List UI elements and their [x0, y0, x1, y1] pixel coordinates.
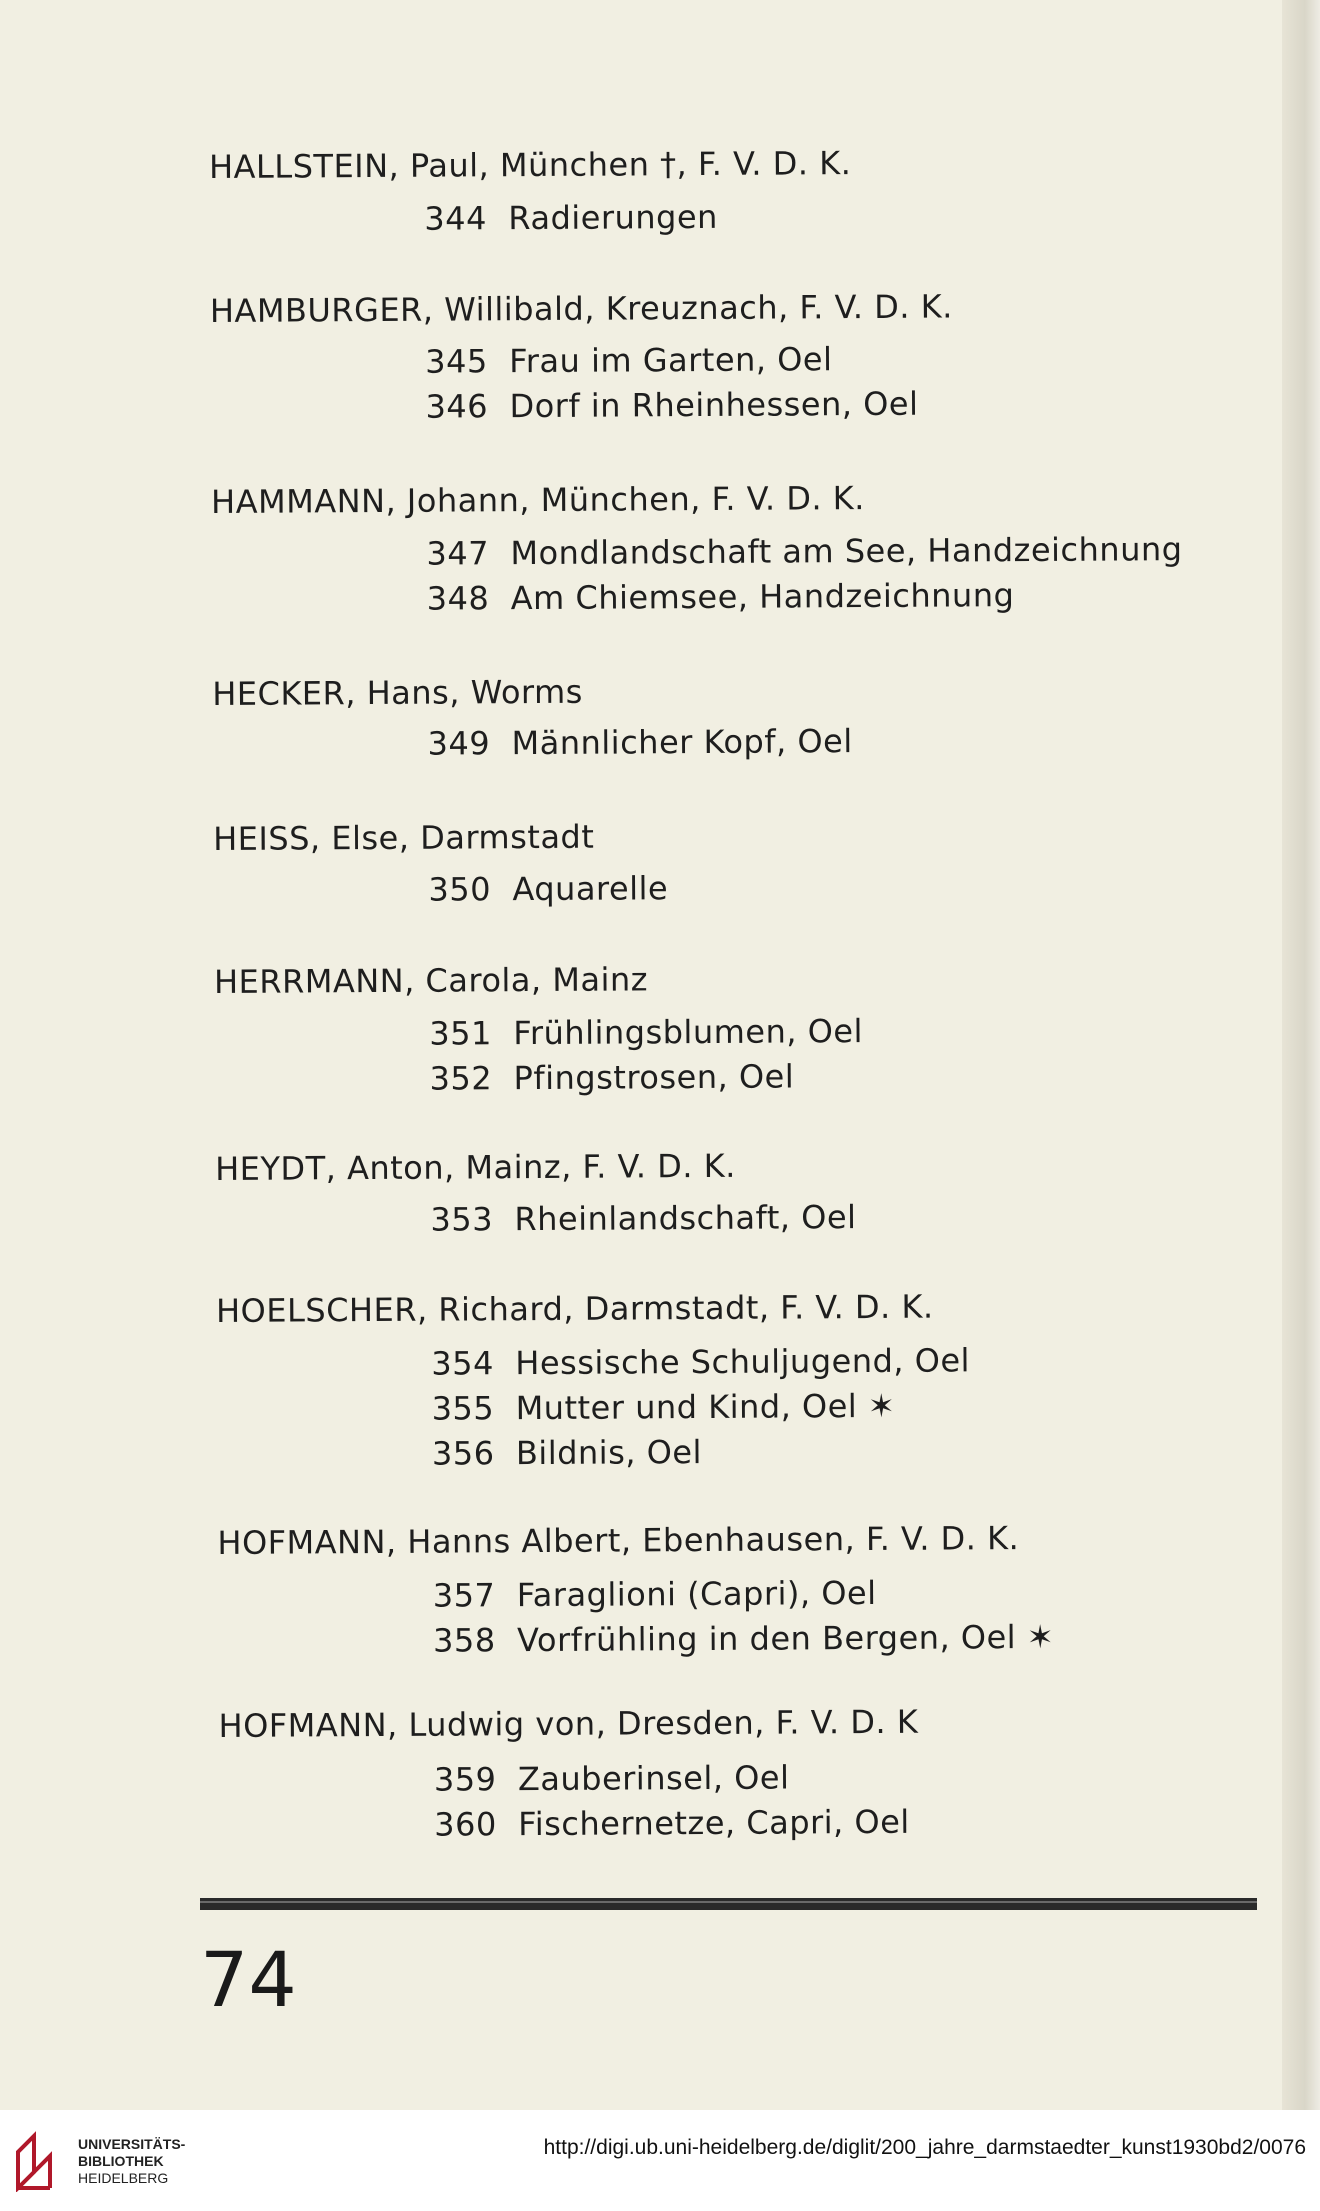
- artist-heading: HECKER, Hans, Worms: [212, 672, 584, 713]
- catalog-entry: [0, 0, 1259, 238]
- work-number: 349: [427, 724, 491, 763]
- work-title: Faraglioni (Capri), Oel: [516, 1573, 877, 1615]
- work-line: [429, 1012, 863, 1053]
- artist-heading: HEISS, Else, Darmstadt: [213, 817, 595, 858]
- artist-heading: HALLSTEIN, Paul, München †, F. V. D. K.: [208, 144, 852, 187]
- work-line: [434, 1803, 910, 1844]
- artist-heading: HERRMANN, Carola, Mainz: [213, 960, 649, 1001]
- work-line: [428, 869, 668, 908]
- work-title: Zauberinsel, Oel: [517, 1758, 790, 1799]
- work-line: [433, 1574, 877, 1615]
- work-number: 351: [429, 1014, 493, 1053]
- work-title: Hessische Schuljugend, Oel: [515, 1341, 971, 1383]
- work-number: 356: [431, 1434, 495, 1473]
- work-line: [434, 1758, 790, 1798]
- work-title: Pfingstrosen, Oel: [513, 1057, 795, 1098]
- work-line: [425, 340, 832, 380]
- work-number: 357: [432, 1576, 496, 1615]
- work-title: Mutter und Kind, Oel ✶: [515, 1386, 896, 1428]
- work-line: [426, 530, 1182, 573]
- work-number: 348: [426, 579, 490, 618]
- work-title: Radierungen: [508, 197, 719, 238]
- work-title: Am Chiemsee, Handzeichnung: [510, 576, 1015, 618]
- permalink-url[interactable]: http://digi.ub.uni-heidelberg.de/diglit/200_jahre_darmstaedter_kunst1930bd2/0076: [543, 2136, 1306, 2159]
- artist-heading: HAMBURGER, Willibald, Kreuznach, F. V. D. K.: [209, 287, 953, 331]
- artist-heading: HOELSCHER, Richard, Darmstadt, F. V. D. K.: [215, 1287, 934, 1330]
- work-title: Bildnis, Oel: [515, 1433, 703, 1473]
- artist-heading: HOFMANN, Hanns Albert, Ebenhausen, F. V. D. K.: [217, 1519, 1020, 1562]
- page-number: 74: [200, 1935, 297, 2024]
- artist-heading: HOFMANN, Ludwig von, Dresden, F. V. D. K: [218, 1702, 919, 1745]
- work-number: 360: [434, 1805, 497, 1844]
- footer-bar: [0, 2110, 1320, 2211]
- work-title: Dorf in Rheinhessen, Oel: [509, 384, 919, 426]
- work-line: [432, 1387, 896, 1428]
- work-number: 346: [425, 387, 489, 426]
- work-number: 345: [425, 342, 488, 381]
- work-line: [425, 385, 918, 426]
- work-title: Rheinlandschaft, Oel: [514, 1198, 857, 1239]
- work-title: Aquarelle: [512, 869, 669, 909]
- work-number: 355: [431, 1389, 495, 1428]
- work-line: [432, 1433, 702, 1473]
- footer-rule: [200, 1898, 1257, 1910]
- work-title: Fischernetze, Capri, Oel: [518, 1802, 910, 1844]
- work-line: [427, 576, 1015, 618]
- library-name-line1: UNIVERSITÄTS-: [78, 2136, 186, 2152]
- work-title: Vorfrühling in den Bergen, Oel ✶: [516, 1617, 1055, 1660]
- work-number: 353: [430, 1200, 494, 1239]
- work-number: 344: [424, 199, 488, 238]
- work-number: 352: [429, 1059, 493, 1098]
- work-number: 354: [431, 1344, 495, 1383]
- work-number: 358: [432, 1621, 496, 1660]
- work-number: 350: [428, 870, 492, 909]
- work-line: [427, 722, 852, 763]
- work-title: Frau im Garten, Oel: [509, 340, 833, 381]
- library-name-line3: HEIDELBERG: [78, 2170, 169, 2186]
- artist-heading: HAMMANN, Johann, München, F. V. D. K.: [210, 479, 866, 521]
- library-logo-icon: [12, 2130, 66, 2192]
- work-title: Männlicher Kopf, Oel: [511, 722, 853, 763]
- work-title: Mondlandschaft am See, Handzeichnung: [510, 530, 1183, 573]
- work-title: Frühlingsblumen, Oel: [513, 1012, 864, 1053]
- work-line: [433, 1618, 1054, 1660]
- work-number: 359: [433, 1760, 497, 1799]
- artist-heading: HEYDT, Anton, Mainz, F. V. D. K.: [215, 1146, 736, 1188]
- library-name-line2: BIBLIOTHEK: [78, 2153, 164, 2169]
- work-line: [429, 1057, 794, 1097]
- work-number: 347: [426, 534, 490, 573]
- work-line: [424, 198, 718, 238]
- library-name: [78, 2136, 185, 2187]
- work-line: [430, 1198, 856, 1239]
- work-line: [431, 1341, 970, 1382]
